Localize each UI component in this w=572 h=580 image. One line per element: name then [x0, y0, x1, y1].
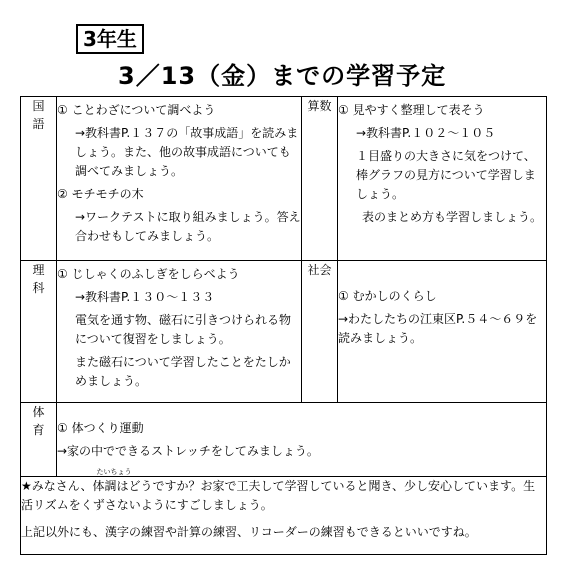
subject-label-rika: 理 科: [21, 261, 57, 403]
subject-label-shakai: 社会: [302, 261, 338, 403]
table-row: [21, 477, 547, 555]
kokugo-content: [57, 97, 302, 261]
sansu-item-1: ① 見やすく整理して表そう: [338, 103, 485, 117]
rika-content: [57, 261, 302, 403]
rika-item-1: ① じしゃくのふしぎをしらべよう: [57, 267, 240, 281]
subject-label-sansu: 算数: [302, 97, 338, 261]
rika-text-2: 電気を通す物、磁石に引きつけられる物について復習をしましょう。: [75, 313, 292, 346]
kokugo-item-2-text: →ワークテストに取り組みましょう。答え合わせもしてみましょう。: [75, 210, 301, 243]
subject-label-kokugo: 国 語: [21, 97, 57, 261]
note-line-2: 上記以外にも、漢字の練習や計算の練習、リコーダーの練習もできるといいですね。: [21, 525, 477, 539]
sansu-content: [338, 97, 547, 261]
kokugo-item-2: ② モチモチの木: [57, 187, 144, 201]
note-line-1: ★みなさん、 たいちょう 体調はどうですか？お家で工夫して学習していると聞き、少し安心しています。生活リズムをくずさないようにすごしましょう。: [21, 468, 536, 512]
shakai-text-1: →わたしたちの江東区P.５４～６９を読みましょう。: [338, 312, 538, 345]
table-row: [21, 403, 547, 477]
schedule-table: [20, 96, 547, 555]
page-title: 3／13（金）までの学習予定: [118, 62, 447, 90]
kokugo-item-1-text: →教科書P.１３７の「故事成語」を読みましょう。また、他の故事成語についても調べてみましょう。: [75, 126, 299, 178]
shakai-content: [338, 261, 547, 403]
ruby-word: たいちょう 体調: [92, 468, 132, 493]
grade-badge: 3年生: [76, 24, 144, 54]
taiiku-item-1: ① 体つくり運動: [57, 421, 144, 435]
shakai-item-1: ① むかしのくらし: [338, 289, 437, 303]
teacher-note: [21, 468, 547, 555]
taiiku-content: [57, 403, 547, 477]
sansu-text-1: →教科書P.１０２～１０５: [356, 126, 496, 140]
sansu-text-2: １目盛りの大きさに気をつけて、棒グラフの見方について学習しましょう。: [356, 149, 536, 201]
sansu-text-3: 表のまとめ方も学習しましょう。: [362, 210, 543, 224]
taiiku-text-1: →家の中でできるストレッチをしてみましょう。: [57, 444, 319, 458]
kokugo-item-1: ① ことわざについて調べよう: [57, 103, 216, 117]
table-row: [21, 261, 547, 403]
rika-text-3: また磁石について学習したことをたしかめましょう。: [75, 355, 291, 388]
rika-text-1: →教科書P.１３０～１３３: [75, 290, 215, 304]
subject-label-taiiku: 体 育: [21, 403, 57, 477]
table-row: [21, 97, 547, 261]
